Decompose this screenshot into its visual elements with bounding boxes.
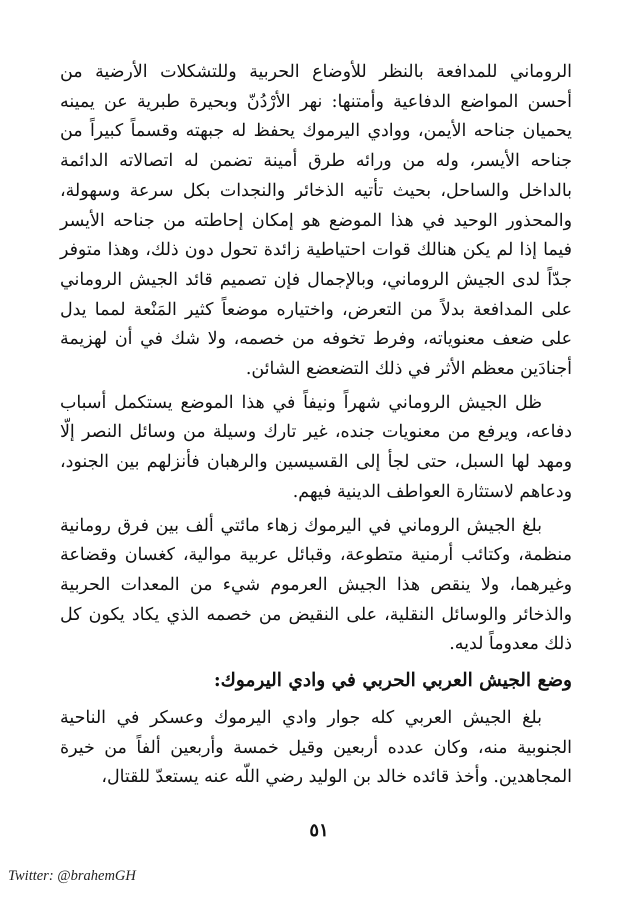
page-number: ٥١ (309, 820, 329, 841)
paragraph-2: ظل الجيش الروماني شهراً ونيفاً في هذا الموضع يستكمل أسباب دفاعه، ويرفع من معنويات جنده، غير تارك وسيلة من وسائل النصر إلّا ومهد لها السبل، حتى لجأ إلى القسيسين والرهبان فأنزلهم بين الجنود، ودعاهم لاستثارة العواطف الدينية فيهم. (60, 392, 572, 502)
paragraph-4: بلغ الجيش العربي كله جوار وادي اليرموك وعسكر في الناحية الجنوبية منه، وكان عدده أربعين وقيل خمسة وأربعين ألفاً من خيرة المجاهدين. وأخذ قائده خالد بن الوليد رضي اللّه عنه يستعدّ للقتال، (60, 708, 572, 788)
paragraph-1: الروماني للمدافعة بالنظر للأوضاع الحربية وللتشكلات الأرضية من أحسن المواضع الدفاعية وأمتنها: نهر الأرْدُنّ وبحيرة طبرية عن يمينه يحميان جناحه الأيمن، ووادي اليرموك يحفظ له جبهته وقسماً كبيراً من جناحه الأيسر، وله من ورائه طرق أمينة تضمن له اتصالاته الدائمة بالداخل والساحل، بحيث تأتيه الذخائر والنجدات بكل سرعة وسهولة، والمحذور الوحيد في هذا الموضع هو إمكان إحاطته من جناحه الأيسر فيما إذا لم يكن هنالك قوات احتياطية زائدة تحول دون ذلك، وهذا متوفر جدّاً لدى الجيش الروماني، وبالإجمال فإن تصميم قائد الجيش الروماني على المدافعة بدلاً من التعرض، واختياره موضعاً كثير المَنْعة لمما يدل على ضعف معنوياته، وفرط تخوفه من خصمه، ولا شك في أن لهزيمة أجنادَين معظم الأثر في ذلك التضعضع الشائن. (60, 62, 572, 380)
body-text-block (60, 58, 572, 793)
twitter-watermark: Twitter: @brahemGH (8, 868, 136, 884)
paragraph-3: بلغ الجيش الروماني في اليرموك زهاء مائتي ألف بين فرق رومانية منظمة، وكتائب أرمنية متطوعة، وقبائل عربية موالية، كغسان وقضاعة وغيرهما، ولا ينقص هذا الجيش العرموم شيء من المعدات الحربية والذخائر والوسائل النقلية، على النقيض من خصمه الذي يكاد يكون كل ذلك معدوماً لديه. (60, 515, 572, 655)
section-heading: وضع الجيش العربي الحربي في وادي اليرموك: (213, 670, 572, 692)
